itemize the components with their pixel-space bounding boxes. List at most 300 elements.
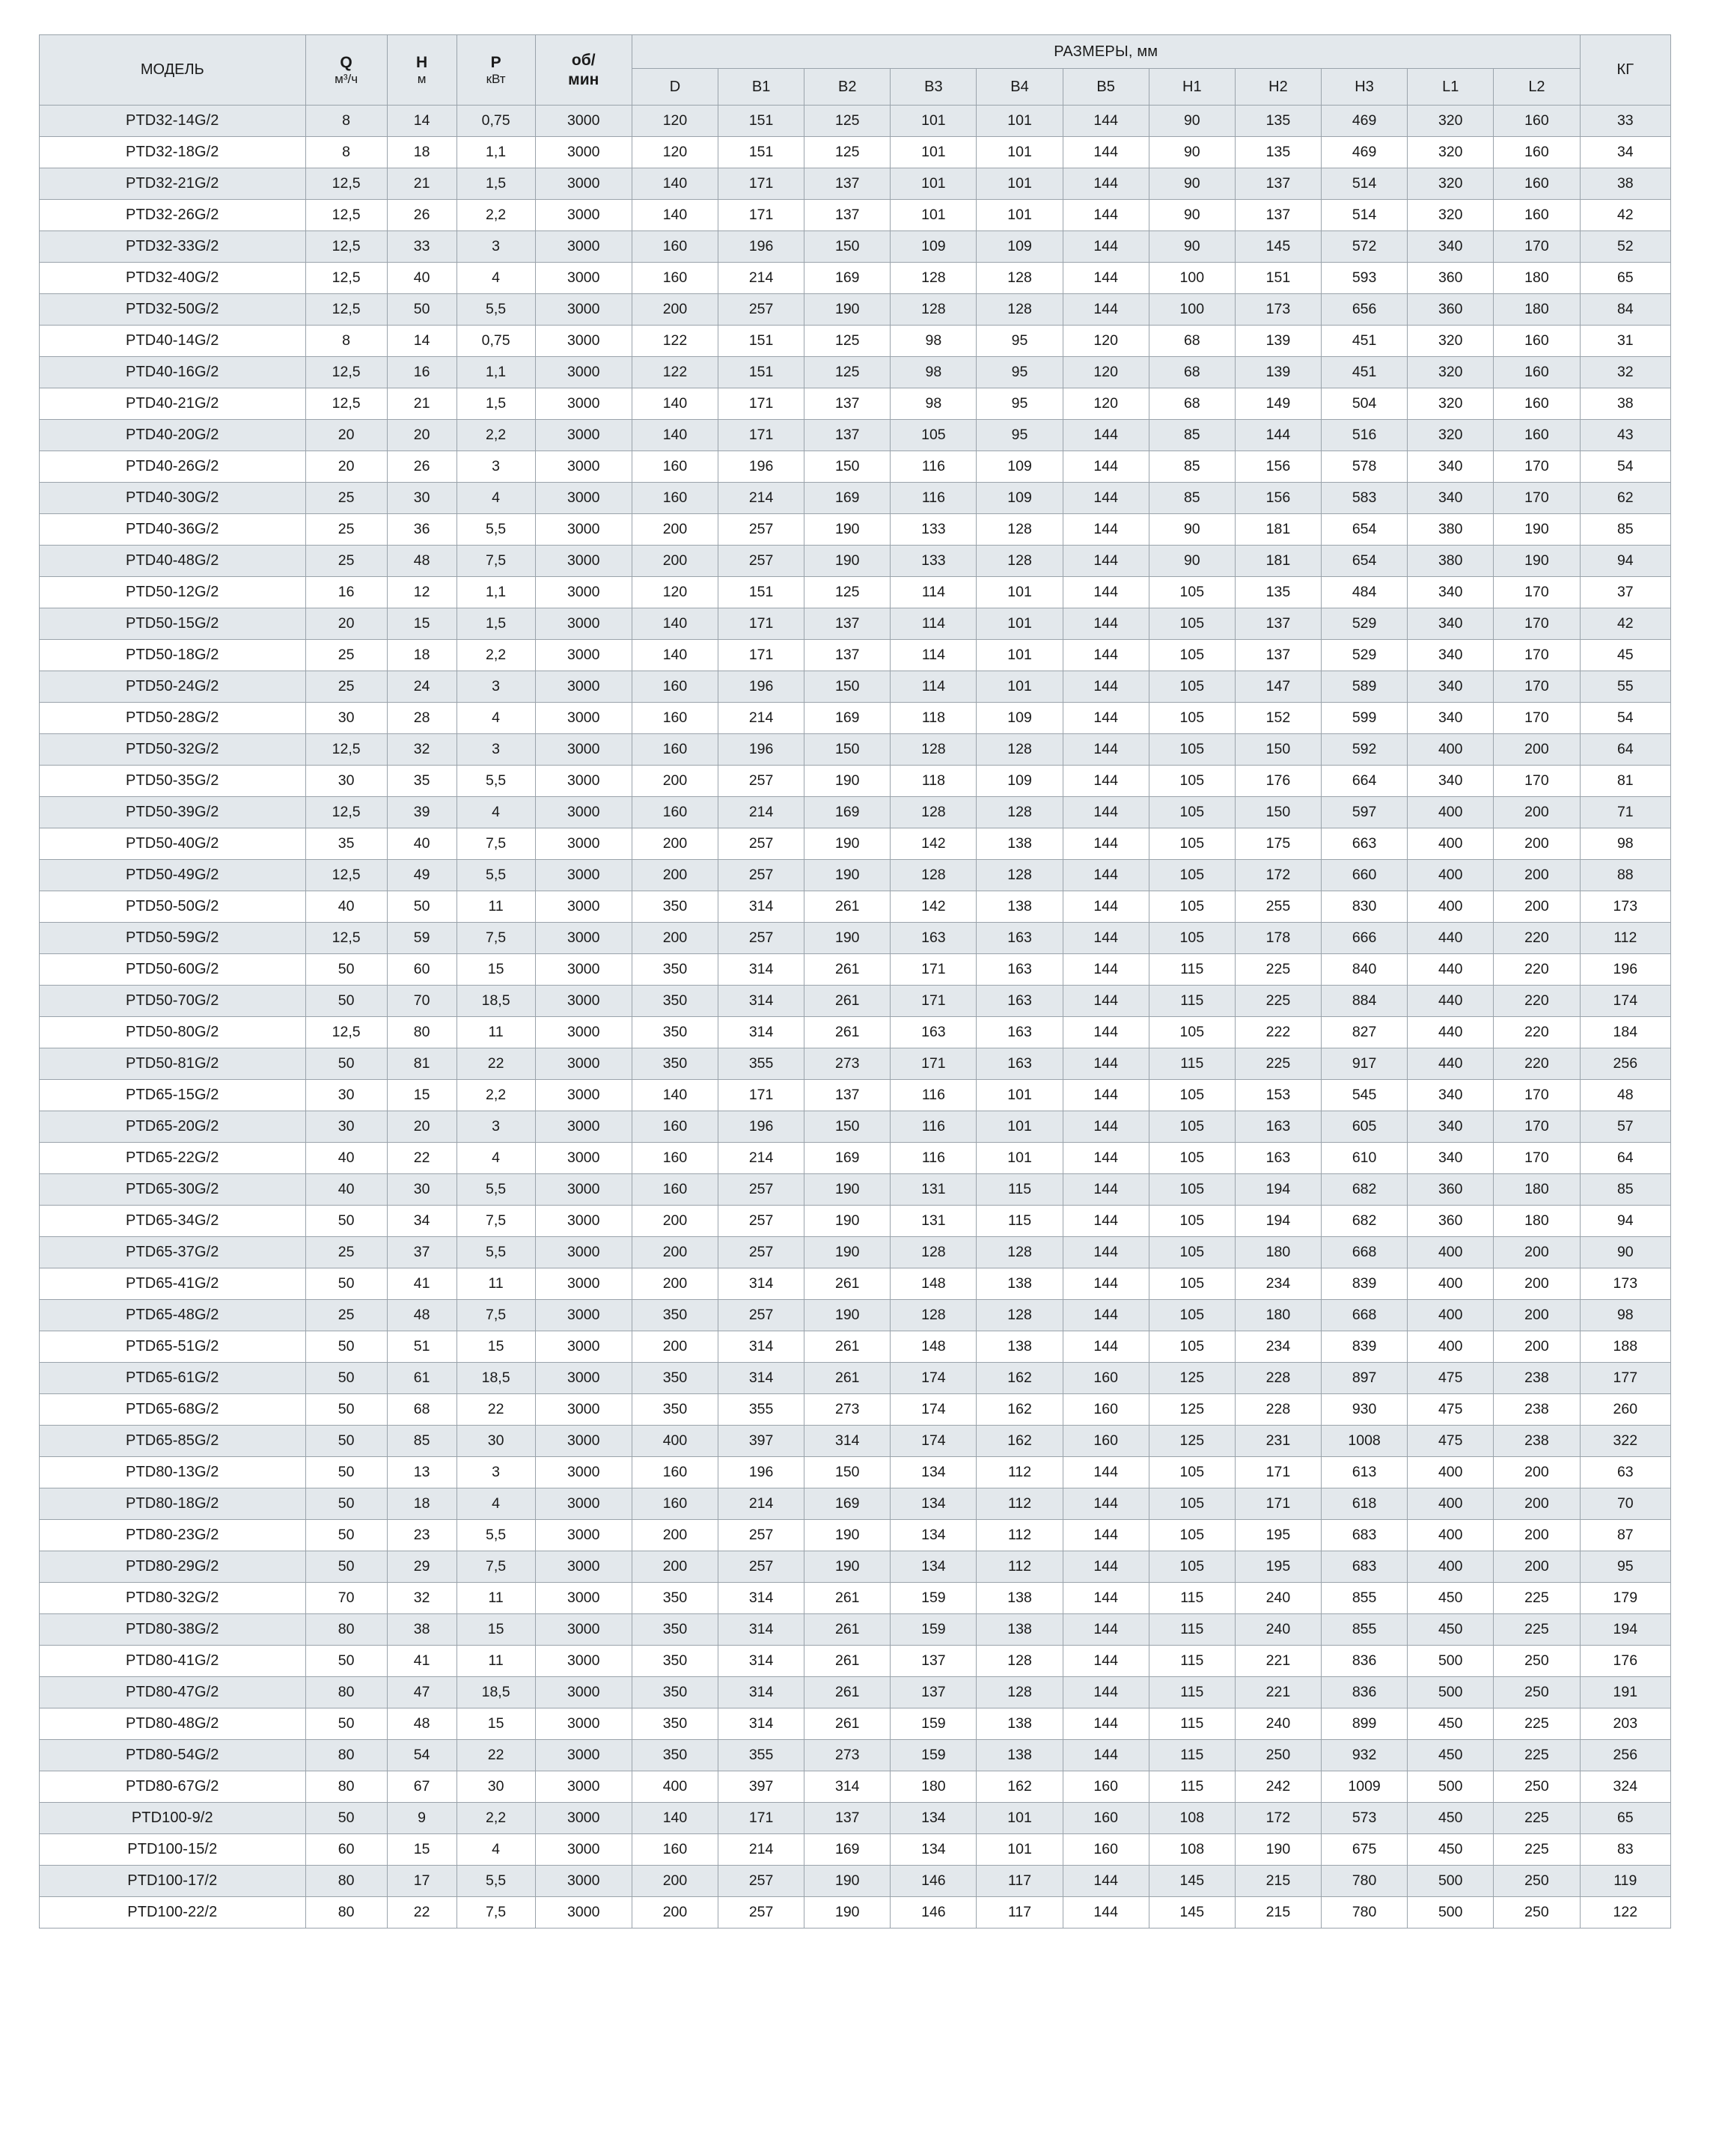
cell-value: 160 — [1494, 357, 1580, 388]
cell-value: 138 — [977, 1740, 1063, 1771]
cell-value: 340 — [1408, 451, 1494, 483]
cell-value: 12,5 — [305, 860, 387, 891]
cell-value: 171 — [891, 954, 977, 986]
column-header-dim-b5: B5 — [1063, 69, 1149, 106]
cell-value: 400 — [1408, 1488, 1494, 1520]
cell-value: 3000 — [535, 1268, 632, 1300]
cell-value: 15 — [456, 1708, 535, 1740]
cell-value: 45 — [1580, 640, 1670, 671]
cell-value: 90 — [1149, 168, 1235, 200]
cell-value: 101 — [977, 1080, 1063, 1111]
cell-value: 314 — [718, 1363, 804, 1394]
cell-value: 144 — [1063, 954, 1149, 986]
cell-value: 340 — [1408, 1143, 1494, 1174]
cell-value: 98 — [891, 357, 977, 388]
cell-value: 3 — [456, 1457, 535, 1488]
cell-value: 30 — [456, 1426, 535, 1457]
table-row — [40, 1363, 1671, 1394]
cell-value: 160 — [632, 231, 718, 263]
cell-value: 163 — [891, 1017, 977, 1048]
cell-value: 529 — [1322, 640, 1408, 671]
cell-value: 68 — [1149, 357, 1235, 388]
cell-value: 150 — [1235, 734, 1321, 766]
cell-value: 122 — [632, 326, 718, 357]
table-row — [40, 483, 1671, 514]
cell-value: 261 — [804, 1677, 891, 1708]
cell-value: 163 — [891, 923, 977, 954]
cell-value: 200 — [1494, 1331, 1580, 1363]
cell-value: 105 — [1149, 703, 1235, 734]
cell-model: PTD65-37G/2 — [40, 1237, 306, 1268]
cell-value: 174 — [1580, 986, 1670, 1017]
cell-value: 25 — [305, 1237, 387, 1268]
cell-value: 64 — [1580, 1143, 1670, 1174]
cell-value: 3000 — [535, 1708, 632, 1740]
cell-value: 11 — [456, 1646, 535, 1677]
cell-value: 257 — [718, 514, 804, 546]
table-row — [40, 703, 1671, 734]
cell-value: 1,5 — [456, 388, 535, 420]
cell-value: 37 — [387, 1237, 456, 1268]
cell-value: 128 — [891, 734, 977, 766]
cell-value: 138 — [977, 1331, 1063, 1363]
cell-value: 3000 — [535, 1363, 632, 1394]
cell-value: 16 — [387, 357, 456, 388]
cell-value: 3000 — [535, 1834, 632, 1866]
cell-model: PTD80-13G/2 — [40, 1457, 306, 1488]
cell-value: 3000 — [535, 231, 632, 263]
cell-value: 138 — [977, 1268, 1063, 1300]
cell-value: 314 — [718, 1583, 804, 1614]
cell-value: 320 — [1408, 388, 1494, 420]
cell-value: 12,5 — [305, 797, 387, 828]
cell-value: 664 — [1322, 766, 1408, 797]
cell-value: 22 — [456, 1394, 535, 1426]
cell-value: 215 — [1235, 1866, 1321, 1897]
cell-value: 105 — [1149, 671, 1235, 703]
cell-value: 115 — [1149, 1048, 1235, 1080]
cell-value: 257 — [718, 923, 804, 954]
cell-value: 668 — [1322, 1300, 1408, 1331]
cell-value: 450 — [1408, 1614, 1494, 1646]
cell-value: 18 — [387, 1488, 456, 1520]
cell-value: 144 — [1063, 137, 1149, 168]
cell-value: 7,5 — [456, 546, 535, 577]
cell-value: 257 — [718, 1551, 804, 1583]
table-row — [40, 1206, 1671, 1237]
cell-value: 101 — [977, 1803, 1063, 1834]
cell-value: 138 — [977, 1583, 1063, 1614]
cell-value: 70 — [387, 986, 456, 1017]
table-row — [40, 1394, 1671, 1426]
cell-model: PTD50-39G/2 — [40, 797, 306, 828]
cell-value: 105 — [1149, 1300, 1235, 1331]
cell-value: 545 — [1322, 1080, 1408, 1111]
cell-value: 128 — [891, 1237, 977, 1268]
cell-value: 3000 — [535, 357, 632, 388]
cell-value: 257 — [718, 828, 804, 860]
cell-value: 128 — [977, 514, 1063, 546]
cell-value: 117 — [977, 1897, 1063, 1929]
cell-value: 105 — [1149, 734, 1235, 766]
cell-value: 28 — [387, 703, 456, 734]
cell-value: 169 — [804, 263, 891, 294]
cell-value: 144 — [1063, 1740, 1149, 1771]
cell-value: 188 — [1580, 1331, 1670, 1363]
column-header-dim-l1: L1 — [1408, 69, 1494, 106]
cell-value: 50 — [305, 1394, 387, 1426]
cell-value: 250 — [1235, 1740, 1321, 1771]
cell-value: 80 — [305, 1897, 387, 1929]
cell-value: 234 — [1235, 1268, 1321, 1300]
table-row — [40, 106, 1671, 137]
cell-value: 200 — [1494, 1457, 1580, 1488]
cell-value: 101 — [891, 168, 977, 200]
cell-value: 3000 — [535, 1174, 632, 1206]
cell-value: 125 — [1149, 1426, 1235, 1457]
cell-value: 589 — [1322, 671, 1408, 703]
cell-value: 322 — [1580, 1426, 1670, 1457]
cell-value: 144 — [1063, 703, 1149, 734]
cell-value: 51 — [387, 1331, 456, 1363]
cell-value: 314 — [718, 986, 804, 1017]
cell-model: PTD80-38G/2 — [40, 1614, 306, 1646]
cell-value: 190 — [804, 1520, 891, 1551]
table-row — [40, 546, 1671, 577]
cell-value: 194 — [1235, 1174, 1321, 1206]
cell-value: 63 — [1580, 1457, 1670, 1488]
cell-value: 196 — [718, 231, 804, 263]
cell-value: 95 — [977, 357, 1063, 388]
cell-value: 80 — [305, 1677, 387, 1708]
cell-value: 151 — [1235, 263, 1321, 294]
table-row — [40, 1803, 1671, 1834]
cell-value: 137 — [891, 1677, 977, 1708]
cell-value: 32 — [387, 734, 456, 766]
cell-value: 52 — [1580, 231, 1670, 263]
cell-value: 30 — [305, 703, 387, 734]
cell-value: 1,1 — [456, 137, 535, 168]
cell-model: PTD40-30G/2 — [40, 483, 306, 514]
table-row — [40, 1237, 1671, 1268]
cell-value: 190 — [804, 766, 891, 797]
cell-value: 140 — [632, 168, 718, 200]
cell-value: 145 — [1235, 231, 1321, 263]
cell-value: 2,2 — [456, 1080, 535, 1111]
cell-value: 257 — [718, 1897, 804, 1929]
cell-value: 60 — [305, 1834, 387, 1866]
cell-value: 190 — [804, 1897, 891, 1929]
cell-value: 22 — [387, 1143, 456, 1174]
cell-value: 450 — [1408, 1834, 1494, 1866]
cell-value: 200 — [1494, 1551, 1580, 1583]
cell-value: 125 — [1149, 1394, 1235, 1426]
cell-value: 101 — [891, 137, 977, 168]
cell-value: 7,5 — [456, 1300, 535, 1331]
cell-value: 144 — [1063, 923, 1149, 954]
cell-value: 81 — [387, 1048, 456, 1080]
table-row — [40, 1897, 1671, 1929]
cell-value: 314 — [718, 1268, 804, 1300]
cell-value: 98 — [1580, 828, 1670, 860]
cell-value: 114 — [891, 577, 977, 608]
cell-value: 261 — [804, 954, 891, 986]
cell-value: 3000 — [535, 1237, 632, 1268]
column-header-head — [387, 35, 456, 106]
cell-value: 7,5 — [456, 1206, 535, 1237]
cell-value: 95 — [977, 326, 1063, 357]
cell-value: 80 — [305, 1740, 387, 1771]
cell-value: 3000 — [535, 1111, 632, 1143]
cell-value: 15 — [456, 1614, 535, 1646]
cell-value: 839 — [1322, 1268, 1408, 1300]
cell-value: 200 — [632, 1520, 718, 1551]
cell-value: 7,5 — [456, 1551, 535, 1583]
cell-value: 256 — [1580, 1740, 1670, 1771]
cell-value: 115 — [1149, 986, 1235, 1017]
cell-value: 162 — [977, 1394, 1063, 1426]
cell-value: 0,75 — [456, 326, 535, 357]
cell-value: 3000 — [535, 1206, 632, 1237]
table-row — [40, 294, 1671, 326]
cell-value: 21 — [387, 388, 456, 420]
cell-value: 150 — [804, 1111, 891, 1143]
cell-value: 180 — [1235, 1237, 1321, 1268]
cell-value: 360 — [1408, 263, 1494, 294]
cell-value: 200 — [1494, 1300, 1580, 1331]
cell-value: 200 — [1494, 1520, 1580, 1551]
table-row — [40, 828, 1671, 860]
cell-value: 20 — [387, 1111, 456, 1143]
cell-model: PTD65-41G/2 — [40, 1268, 306, 1300]
cell-value: 115 — [1149, 1614, 1235, 1646]
cell-value: 231 — [1235, 1426, 1321, 1457]
cell-value: 115 — [1149, 1740, 1235, 1771]
cell-value: 134 — [891, 1488, 977, 1520]
cell-value: 225 — [1494, 1583, 1580, 1614]
cell-value: 144 — [1063, 1143, 1149, 1174]
cell-value: 105 — [1149, 1488, 1235, 1520]
cell-value: 190 — [1494, 546, 1580, 577]
cell-value: 172 — [1235, 860, 1321, 891]
cell-value: 65 — [1580, 1803, 1670, 1834]
column-header-dim-h1: H1 — [1149, 69, 1235, 106]
cell-value: 240 — [1235, 1583, 1321, 1614]
cell-value: 144 — [1063, 106, 1149, 137]
cell-value: 238 — [1494, 1426, 1580, 1457]
cell-value: 125 — [804, 106, 891, 137]
cell-value: 4 — [456, 797, 535, 828]
cell-value: 171 — [718, 640, 804, 671]
cell-value: 3000 — [535, 577, 632, 608]
cell-value: 350 — [632, 954, 718, 986]
cell-value: 830 — [1322, 891, 1408, 923]
cell-value: 159 — [891, 1614, 977, 1646]
cell-model: PTD65-34G/2 — [40, 1206, 306, 1237]
cell-value: 3000 — [535, 546, 632, 577]
cell-value: 400 — [1408, 860, 1494, 891]
cell-value: 50 — [305, 1363, 387, 1394]
cell-value: 137 — [804, 200, 891, 231]
cell-value: 340 — [1408, 231, 1494, 263]
cell-value: 85 — [1580, 514, 1670, 546]
cell-value: 105 — [1149, 1268, 1235, 1300]
cell-value: 180 — [1494, 263, 1580, 294]
cell-value: 257 — [718, 294, 804, 326]
cell-value: 220 — [1494, 986, 1580, 1017]
cell-value: 42 — [1580, 200, 1670, 231]
cell-value: 144 — [1063, 891, 1149, 923]
cell-value: 138 — [977, 828, 1063, 860]
cell-value: 180 — [1494, 1206, 1580, 1237]
cell-value: 144 — [1063, 797, 1149, 828]
cell-value: 273 — [804, 1048, 891, 1080]
cell-value: 125 — [1149, 1363, 1235, 1394]
cell-model: PTD80-41G/2 — [40, 1646, 306, 1677]
cell-value: 200 — [632, 1897, 718, 1929]
cell-value: 355 — [718, 1740, 804, 1771]
cell-value: 115 — [977, 1174, 1063, 1206]
cell-value: 3000 — [535, 1048, 632, 1080]
cell-value: 855 — [1322, 1583, 1408, 1614]
cell-value: 160 — [632, 1111, 718, 1143]
cell-value: 144 — [1063, 608, 1149, 640]
cell-value: 1008 — [1322, 1426, 1408, 1457]
cell-value: 144 — [1063, 1300, 1149, 1331]
cell-value: 169 — [804, 1834, 891, 1866]
cell-model: PTD40-14G/2 — [40, 326, 306, 357]
cell-value: 80 — [305, 1614, 387, 1646]
cell-value: 214 — [718, 1834, 804, 1866]
cell-value: 3000 — [535, 640, 632, 671]
cell-value: 144 — [1063, 1583, 1149, 1614]
cell-value: 87 — [1580, 1520, 1670, 1551]
cell-value: 33 — [1580, 106, 1670, 137]
table-row — [40, 1017, 1671, 1048]
cell-value: 350 — [632, 891, 718, 923]
cell-value: 48 — [1580, 1080, 1670, 1111]
cell-value: 250 — [1494, 1866, 1580, 1897]
cell-value: 190 — [804, 294, 891, 326]
cell-value: 194 — [1235, 1206, 1321, 1237]
cell-value: 451 — [1322, 326, 1408, 357]
cell-value: 128 — [891, 294, 977, 326]
cell-value: 90 — [1149, 200, 1235, 231]
cell-value: 3000 — [535, 168, 632, 200]
cell-value: 350 — [632, 1740, 718, 1771]
cell-model: PTD100-15/2 — [40, 1834, 306, 1866]
cell-value: 350 — [632, 1048, 718, 1080]
cell-model: PTD80-32G/2 — [40, 1583, 306, 1614]
cell-value: 15 — [387, 1080, 456, 1111]
cell-value: 3000 — [535, 263, 632, 294]
cell-value: 451 — [1322, 357, 1408, 388]
cell-value: 220 — [1494, 1048, 1580, 1080]
cell-value: 160 — [632, 1143, 718, 1174]
cell-value: 261 — [804, 891, 891, 923]
cell-value: 500 — [1408, 1897, 1494, 1929]
cell-value: 320 — [1408, 420, 1494, 451]
cell-value: 220 — [1494, 954, 1580, 986]
cell-value: 115 — [1149, 1677, 1235, 1708]
cell-value: 780 — [1322, 1866, 1408, 1897]
cell-value: 1009 — [1322, 1771, 1408, 1803]
cell-value: 81 — [1580, 766, 1670, 797]
cell-value: 14 — [387, 326, 456, 357]
cell-value: 200 — [632, 294, 718, 326]
column-header-power — [456, 35, 535, 106]
cell-value: 340 — [1408, 483, 1494, 514]
table-row — [40, 1677, 1671, 1708]
cell-value: 105 — [1149, 1111, 1235, 1143]
cell-value: 257 — [718, 1237, 804, 1268]
cell-value: 125 — [804, 326, 891, 357]
cell-value: 4 — [456, 703, 535, 734]
column-header-rpm — [535, 35, 632, 106]
cell-value: 85 — [1580, 1174, 1670, 1206]
cell-value: 160 — [632, 483, 718, 514]
cell-value: 200 — [632, 923, 718, 954]
cell-value: 13 — [387, 1457, 456, 1488]
cell-value: 261 — [804, 986, 891, 1017]
cell-value: 100 — [1149, 263, 1235, 294]
cell-value: 35 — [387, 766, 456, 797]
cell-value: 170 — [1494, 483, 1580, 514]
column-header-dim-d: D — [632, 69, 718, 106]
cell-value: 200 — [632, 1237, 718, 1268]
cell-value: 40 — [387, 263, 456, 294]
cell-value: 238 — [1494, 1363, 1580, 1394]
cell-value: 3000 — [535, 294, 632, 326]
cell-value: 196 — [718, 671, 804, 703]
cell-value: 2,2 — [456, 640, 535, 671]
cell-value: 3000 — [535, 420, 632, 451]
column-header-weight: КГ — [1580, 35, 1670, 106]
cell-value: 8 — [305, 137, 387, 168]
cell-value: 3000 — [535, 1866, 632, 1897]
cell-value: 160 — [1063, 1394, 1149, 1426]
cell-value: 18,5 — [456, 986, 535, 1017]
cell-model: PTD40-21G/2 — [40, 388, 306, 420]
cell-value: 160 — [632, 734, 718, 766]
cell-value: 125 — [804, 137, 891, 168]
cell-model: PTD40-36G/2 — [40, 514, 306, 546]
cell-value: 261 — [804, 1708, 891, 1740]
cell-model: PTD100-17/2 — [40, 1866, 306, 1897]
cell-value: 38 — [1580, 388, 1670, 420]
cell-value: 138 — [977, 1614, 1063, 1646]
cell-value: 350 — [632, 1583, 718, 1614]
cell-value: 320 — [1408, 168, 1494, 200]
cell-value: 169 — [804, 703, 891, 734]
cell-value: 139 — [1235, 357, 1321, 388]
cell-value: 151 — [718, 106, 804, 137]
table-row — [40, 357, 1671, 388]
cell-value: 225 — [1494, 1614, 1580, 1646]
cell-value: 200 — [632, 828, 718, 860]
cell-value: 25 — [305, 546, 387, 577]
cell-value: 170 — [1494, 671, 1580, 703]
cell-value: 260 — [1580, 1394, 1670, 1426]
column-header-dim-b2: B2 — [804, 69, 891, 106]
cell-value: 12,5 — [305, 231, 387, 263]
cell-value: 120 — [1063, 388, 1149, 420]
cell-value: 8 — [305, 106, 387, 137]
rpm-symbol: об/ — [571, 52, 596, 70]
cell-value: 150 — [804, 231, 891, 263]
cell-value: 144 — [1063, 1897, 1149, 1929]
cell-value: 3 — [456, 231, 535, 263]
